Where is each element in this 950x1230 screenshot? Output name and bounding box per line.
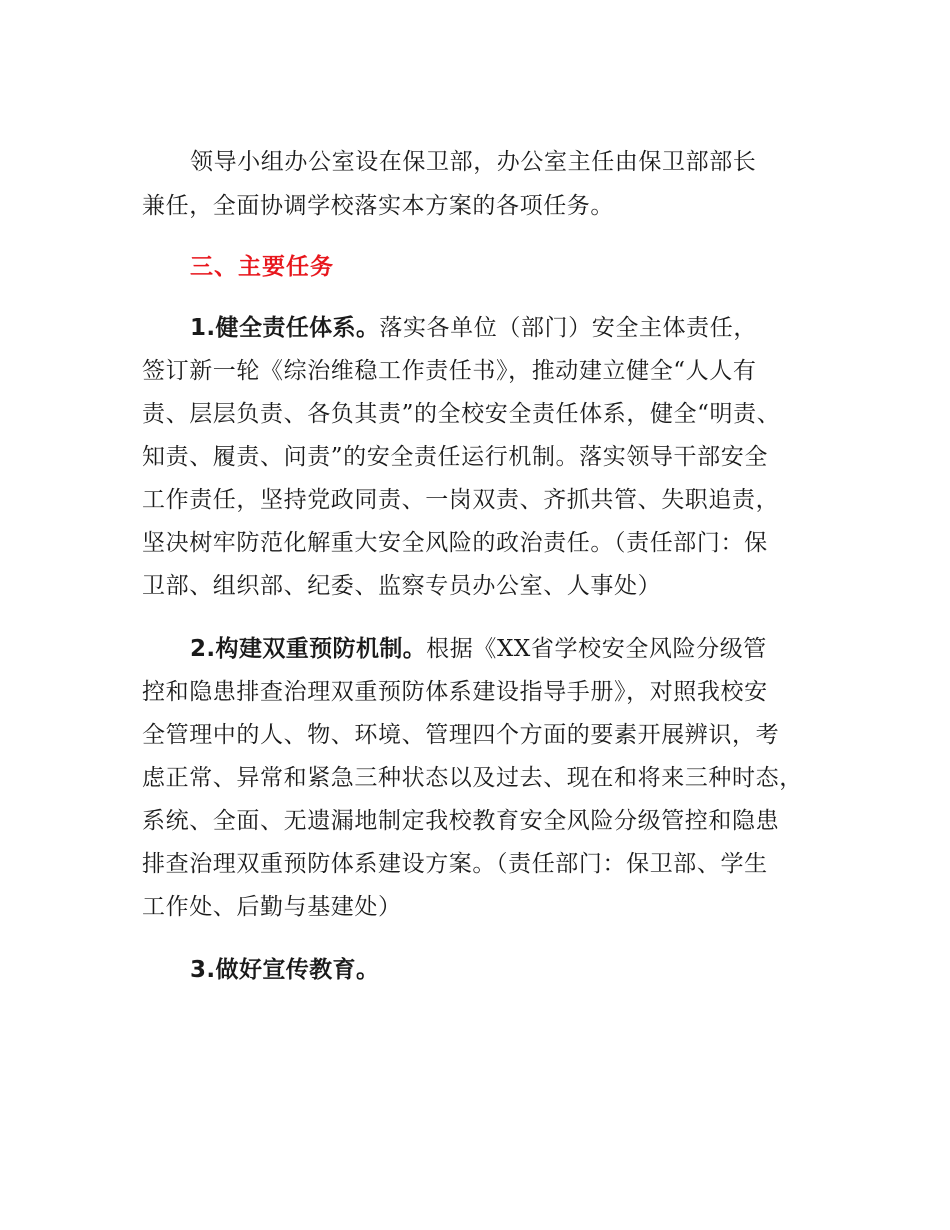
item2-line-3: 全管理中的人、物、环境、管理四个方面的要素开展辨识，考	[142, 722, 780, 748]
item2-line-5: 系统、全面、无遗漏地制定我校教育安全风险分级管控和隐患	[142, 808, 780, 834]
item2-line-4: 虑正常、异常和紧急三种状态以及过去、现在和将来三种时态，	[142, 765, 803, 791]
item1-line-5: 工作责任，坚持党政同责、一岗双责、齐抓共管、失职追责，	[142, 487, 780, 513]
intro-line-1: 领导小组办公室设在保卫部，办公室主任由保卫部部长	[190, 149, 757, 175]
item1-first-line	[190, 313, 757, 343]
item1-title: 1.健全责任体系。	[190, 315, 380, 341]
item2-line-7: 工作处、后勤与基建处）	[142, 894, 402, 920]
intro-line-2: 兼任，全面协调学校落实本方案的各项任务。	[142, 193, 614, 219]
item1-line-6: 坚决树牢防范化解重大安全风险的政治责任。（责任部门：保	[142, 530, 768, 556]
item3-first-line	[190, 955, 379, 985]
item2-first-line-text: 根据《XX省学校安全风险分级管	[426, 636, 767, 662]
item2-first-line	[190, 634, 767, 664]
section-heading: 三、主要任务	[190, 254, 334, 280]
item1-line-7: 卫部、组织部、纪委、监察专员办公室、人事处）	[142, 573, 662, 599]
item1-line-3: 责、层层负责、各负其责”的全校安全责任体系，健全“明责、	[142, 401, 781, 427]
item2-title: 2.构建双重预防机制。	[190, 636, 427, 662]
item1-line-4: 知责、履责、问责”的安全责任运行机制。落实领导干部安全	[142, 444, 768, 470]
item2-line-2: 控和隐患排查治理双重预防体系建设指导手册》，对照我校安	[142, 679, 768, 705]
item3-title: 3.做好宣传教育。	[190, 957, 380, 983]
item1-first-line-text: 落实各单位（部门）安全主体责任，	[379, 315, 757, 341]
item1-line-2: 签订新一轮《综治维稳工作责任书》，推动建立健全“人人有	[142, 358, 757, 384]
item2-line-6: 排查治理双重预防体系建设方案。（责任部门：保卫部、学生	[142, 851, 768, 877]
